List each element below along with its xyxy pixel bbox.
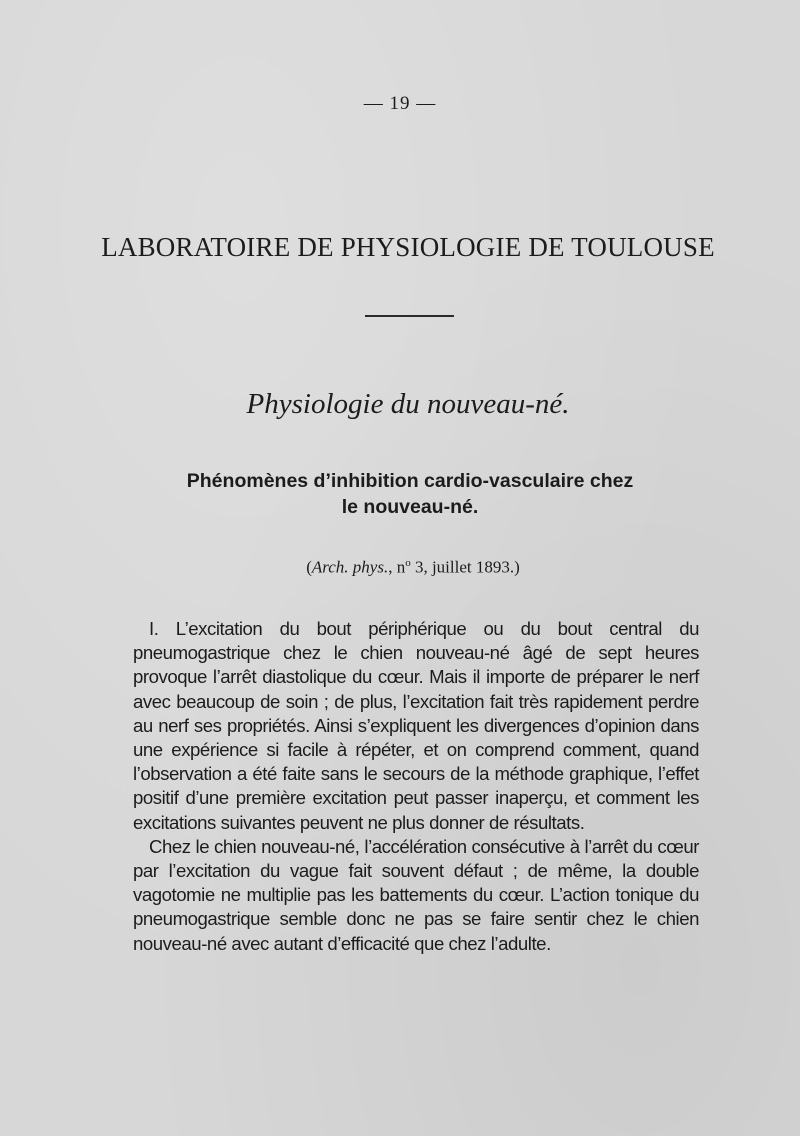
reference-number-prefix: , n (388, 557, 406, 577)
article-title (170, 468, 650, 520)
laboratory-title: LABORATOIRE DE PHYSIOLOGIE DE TOULOUSE (101, 232, 715, 262)
page-number: — 19 — (363, 93, 437, 114)
paragraph-2: Chez le chien nouveau-né, l’accélération consécutive à l’arrêt du cœur par l’excitation du vague fait souvent défaut ; de même, la double vagotomie ne multiplie pas les battements du cœur. L’action tonique du pneumogastrique semble donc ne pas se faire sentir chez le chien nouveau-né avec autant d’efficacité que chez l’adulte. (133, 835, 699, 954)
reference-number-sup: o (405, 557, 411, 569)
horizontal-rule (365, 315, 454, 317)
reference-open: ( (306, 557, 312, 577)
reference-details: 3, juillet 1893.) (410, 557, 520, 577)
paragraph-1: I. L’excitation du bout périphérique ou du bout central du pneumogastrique chez le chien nouveau-né âgé de sept heures provoque l’arrêt diastolique du cœur. Mais il importe de préparer le nerf avec beaucoup de soin ; de plus, l’excitation fait très rapidement perdre au nerf ses propriétés. Ainsi s’expliquent les divergences d’opinion dans une expérience si facile à répéter, et on comprend comment, quand l’observation a été faite sans le secours de la méthode graphique, l’effet positif d’une première excitation peut passer inaperçu, et comment les excitations suivantes peuvent ne plus donner de résultats. (133, 618, 699, 833)
section-title: Physiologie du nouveau-né. (246, 388, 570, 420)
article-reference (0, 557, 800, 578)
article-body (133, 617, 699, 956)
article-title-line-2: le nouveau-né. (341, 496, 479, 518)
article-title-line-1: Phénomènes d’inhibition cardio-vasculaire chez (186, 470, 634, 492)
reference-journal: Arch. phys. (311, 557, 389, 577)
